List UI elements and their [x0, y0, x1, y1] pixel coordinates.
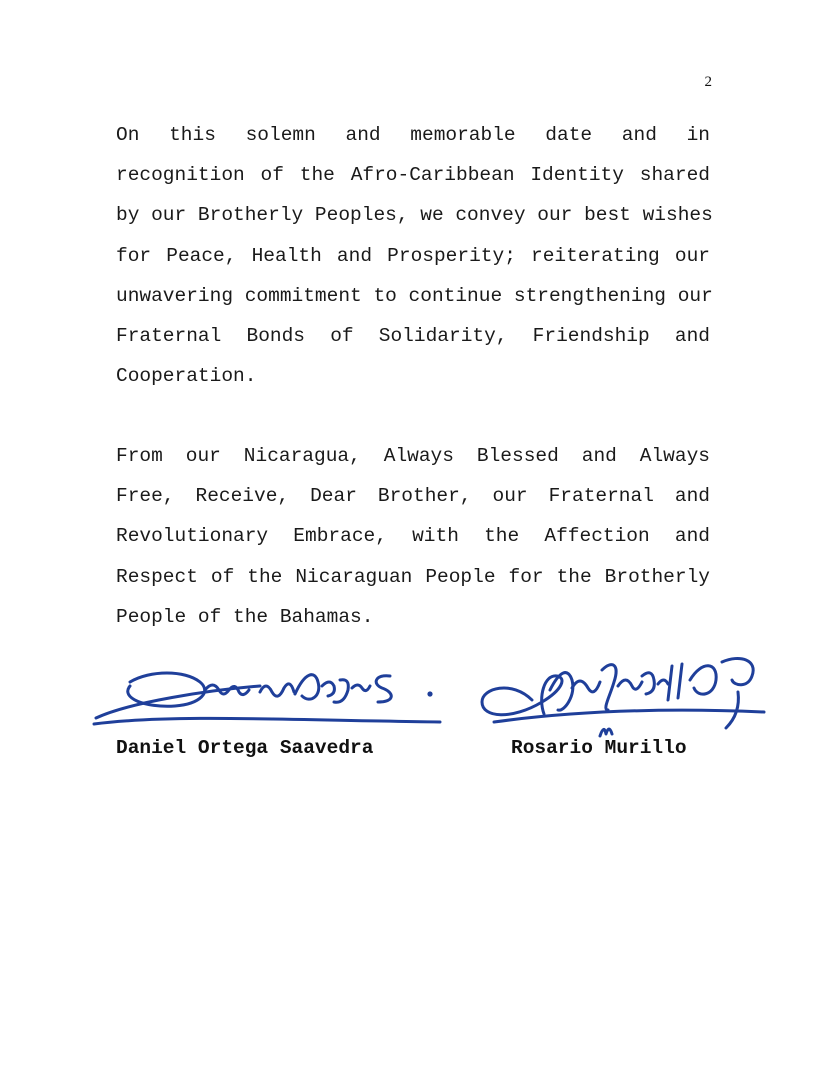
- signer-name: Daniel Ortega Saavedra: [116, 737, 374, 759]
- paragraph-line: Revolutionary Embrace, with the Affection and: [116, 525, 710, 548]
- paragraph-line: On this solemn and memorable date and in: [116, 124, 710, 146]
- letter-paragraph-1: [116, 115, 713, 396]
- paragraph-line: Respect of the Nicaraguan People for the Brotherly: [116, 565, 710, 588]
- handwritten-signature-icon: [90, 652, 450, 732]
- paragraph-line: unwavering commitment to continue strengthening our: [116, 284, 713, 307]
- paragraph-line: Cooperation.: [116, 365, 257, 388]
- paragraph-line: for Peace, Health and Prosperity; reiterating our: [116, 244, 710, 267]
- handwritten-signature-icon: [472, 640, 772, 745]
- paragraph-line: From our Nicaragua, Always Blessed and Always: [116, 445, 710, 467]
- signer-name: Rosario Murillo: [511, 737, 687, 759]
- paragraph-line: Free, Receive, Dear Brother, our Fraternal and: [116, 485, 710, 508]
- paragraph-line: People of the Bahamas.: [116, 605, 374, 628]
- paragraph-line: recognition of the Afro-Caribbean Identity shared: [116, 164, 710, 187]
- paragraph-line: Fraternal Bonds of Solidarity, Friendship and: [116, 325, 710, 348]
- paragraph-line: by our Brotherly Peoples, we convey our best wishes: [116, 204, 713, 227]
- letter-paragraph-2: [116, 436, 710, 637]
- page-number: 2: [704, 74, 712, 90]
